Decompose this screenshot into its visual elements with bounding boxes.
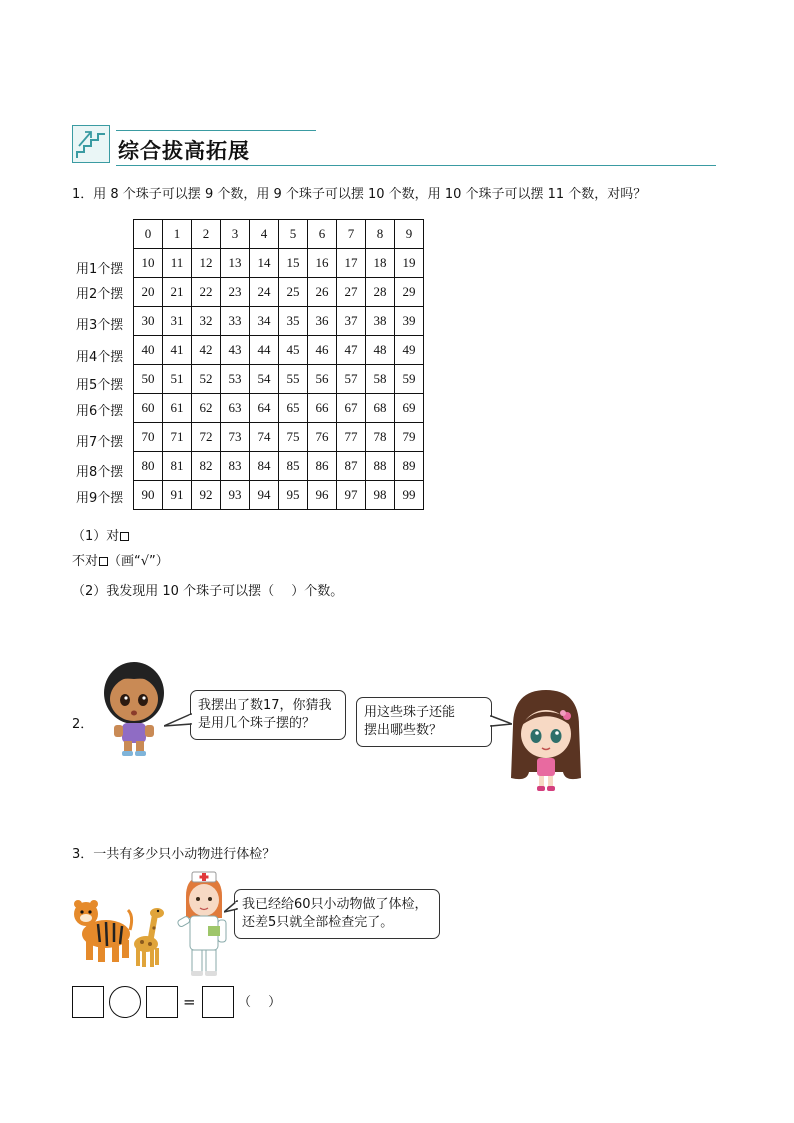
table-cell: 33 bbox=[221, 307, 250, 336]
table-cell: 8 bbox=[366, 220, 395, 249]
table-cell: 41 bbox=[163, 336, 192, 365]
girl-speech-bubble bbox=[356, 697, 492, 747]
table-cell: 3 bbox=[221, 220, 250, 249]
table-cell: 46 bbox=[308, 336, 337, 365]
table-cell: 22 bbox=[192, 278, 221, 307]
table-cell: 69 bbox=[395, 394, 424, 423]
table-cell: 63 bbox=[221, 394, 250, 423]
table-row bbox=[134, 481, 424, 510]
table-cell: 39 bbox=[395, 307, 424, 336]
nurse-bubble-tail bbox=[224, 900, 238, 916]
table-cell: 35 bbox=[279, 307, 308, 336]
table-cell: 86 bbox=[308, 452, 337, 481]
table-cell: 19 bbox=[395, 249, 424, 278]
table-cell: 90 bbox=[134, 481, 163, 510]
table-cell: 10 bbox=[134, 249, 163, 278]
table-cell: 94 bbox=[250, 481, 279, 510]
row-label: 用9个摆 bbox=[76, 491, 124, 506]
table-cell: 54 bbox=[250, 365, 279, 394]
table-cell: 67 bbox=[337, 394, 366, 423]
table-cell: 56 bbox=[308, 365, 337, 394]
table-cell: 15 bbox=[279, 249, 308, 278]
table-cell: 29 bbox=[395, 278, 424, 307]
nurse-bubble-line1: 我已经给60只小动物做了体检， bbox=[242, 897, 428, 912]
nurse-illustration bbox=[172, 870, 234, 978]
unit-parens[interactable]: （ ） bbox=[238, 995, 282, 1010]
row-label: 用1个摆 bbox=[76, 262, 124, 277]
table-cell: 72 bbox=[192, 423, 221, 452]
equation-box-1[interactable] bbox=[72, 986, 104, 1018]
table-cell: 77 bbox=[337, 423, 366, 452]
equation-operator-circle[interactable] bbox=[109, 986, 141, 1018]
q2-number: 2． bbox=[72, 717, 94, 732]
table-cell: 14 bbox=[250, 249, 279, 278]
table-cell: 71 bbox=[163, 423, 192, 452]
q3-prompt: 3．一共有多少只小动物进行体检？ bbox=[72, 847, 276, 862]
table-row bbox=[134, 423, 424, 452]
table-cell: 65 bbox=[279, 394, 308, 423]
q1-part1 bbox=[72, 528, 129, 546]
table-row bbox=[134, 307, 424, 336]
q1-part1-wrong: 不对 bbox=[72, 554, 99, 569]
table-cell: 58 bbox=[366, 365, 395, 394]
nurse-speech-bubble bbox=[234, 889, 440, 939]
table-cell: 0 bbox=[134, 220, 163, 249]
table-cell: 74 bbox=[250, 423, 279, 452]
table-cell: 70 bbox=[134, 423, 163, 452]
table-cell: 42 bbox=[192, 336, 221, 365]
table-cell: 27 bbox=[337, 278, 366, 307]
checkbox-right[interactable] bbox=[120, 532, 129, 541]
row-label: 用4个摆 bbox=[76, 350, 124, 365]
table-cell: 51 bbox=[163, 365, 192, 394]
table-cell: 64 bbox=[250, 394, 279, 423]
table-cell: 73 bbox=[221, 423, 250, 452]
table-cell: 25 bbox=[279, 278, 308, 307]
table-cell: 11 bbox=[163, 249, 192, 278]
table-cell: 1 bbox=[163, 220, 192, 249]
table-cell: 79 bbox=[395, 423, 424, 452]
equals-sign: = bbox=[183, 993, 196, 1011]
table-cell: 88 bbox=[366, 452, 395, 481]
table-cell: 87 bbox=[337, 452, 366, 481]
girl-illustration bbox=[505, 686, 587, 794]
header-top-rule bbox=[116, 130, 316, 131]
table-cell: 2 bbox=[192, 220, 221, 249]
girl-bubble-line1: 用这些珠子还能 bbox=[364, 705, 456, 720]
table-cell: 32 bbox=[192, 307, 221, 336]
table-cell: 28 bbox=[366, 278, 395, 307]
equation-result-box[interactable] bbox=[202, 986, 234, 1018]
table-cell: 26 bbox=[308, 278, 337, 307]
table-cell: 83 bbox=[221, 452, 250, 481]
table-cell: 7 bbox=[337, 220, 366, 249]
table-cell: 57 bbox=[337, 365, 366, 394]
boy-illustration bbox=[100, 655, 168, 757]
boy-speech-bubble bbox=[190, 690, 346, 740]
boy-bubble-line1: 我摆出了数17，你猜我 bbox=[198, 698, 332, 713]
table-cell: 61 bbox=[163, 394, 192, 423]
stairs-icon bbox=[72, 125, 110, 163]
table-cell: 17 bbox=[337, 249, 366, 278]
table-cell: 47 bbox=[337, 336, 366, 365]
header-underline bbox=[116, 165, 716, 166]
table-cell: 93 bbox=[221, 481, 250, 510]
table-row bbox=[134, 278, 424, 307]
row-label: 用3个摆 bbox=[76, 318, 124, 333]
row-label: 用6个摆 bbox=[76, 404, 124, 419]
table-cell: 40 bbox=[134, 336, 163, 365]
tiger-illustration bbox=[72, 896, 134, 964]
row-label: 用7个摆 bbox=[76, 435, 124, 450]
table-cell: 85 bbox=[279, 452, 308, 481]
table-row bbox=[134, 336, 424, 365]
table-cell: 37 bbox=[337, 307, 366, 336]
table-cell: 16 bbox=[308, 249, 337, 278]
table-cell: 59 bbox=[395, 365, 424, 394]
table-cell: 60 bbox=[134, 394, 163, 423]
table-cell: 98 bbox=[366, 481, 395, 510]
q1-part1-right: （1）对 bbox=[72, 529, 120, 544]
row-label: 用8个摆 bbox=[76, 465, 124, 480]
table-cell: 20 bbox=[134, 278, 163, 307]
giraffe-illustration bbox=[128, 906, 166, 968]
table-cell: 36 bbox=[308, 307, 337, 336]
table-cell: 91 bbox=[163, 481, 192, 510]
table-cell: 52 bbox=[192, 365, 221, 394]
table-cell: 96 bbox=[308, 481, 337, 510]
table-cell: 38 bbox=[366, 307, 395, 336]
bead-number-table bbox=[133, 219, 424, 510]
q1-part1-hint: （画“√”） bbox=[108, 554, 169, 569]
table-cell: 92 bbox=[192, 481, 221, 510]
q1-part2: （2）我发现用 10 个珠子可以摆（ ）个数。 bbox=[72, 584, 344, 599]
table-cell: 95 bbox=[279, 481, 308, 510]
table-cell: 34 bbox=[250, 307, 279, 336]
table-cell: 55 bbox=[279, 365, 308, 394]
table-cell: 78 bbox=[366, 423, 395, 452]
table-cell: 13 bbox=[221, 249, 250, 278]
table-cell: 97 bbox=[337, 481, 366, 510]
table-cell: 48 bbox=[366, 336, 395, 365]
row-label: 用2个摆 bbox=[76, 287, 124, 302]
table-cell: 53 bbox=[221, 365, 250, 394]
row-label: 用5个摆 bbox=[76, 378, 124, 393]
girl-bubble-line2: 摆出哪些数？ bbox=[364, 723, 443, 738]
equation-box-2[interactable] bbox=[146, 986, 178, 1018]
table-cell: 99 bbox=[395, 481, 424, 510]
table-cell: 45 bbox=[279, 336, 308, 365]
table-cell: 24 bbox=[250, 278, 279, 307]
nurse-bubble-line2: 还差5只就全部检查完了。 bbox=[242, 915, 394, 930]
section-header bbox=[72, 125, 716, 167]
boy-bubble-tail bbox=[164, 712, 192, 734]
table-cell: 82 bbox=[192, 452, 221, 481]
table-cell: 18 bbox=[366, 249, 395, 278]
boy-bubble-line2: 是用几个珠子摆的？ bbox=[198, 716, 316, 731]
table-cell: 4 bbox=[250, 220, 279, 249]
table-row bbox=[134, 394, 424, 423]
table-cell: 49 bbox=[395, 336, 424, 365]
table-cell: 89 bbox=[395, 452, 424, 481]
table-cell: 21 bbox=[163, 278, 192, 307]
table-cell: 68 bbox=[366, 394, 395, 423]
table-cell: 50 bbox=[134, 365, 163, 394]
table-cell: 31 bbox=[163, 307, 192, 336]
table-header-row bbox=[134, 220, 424, 249]
section-title: 综合拔高拓展 bbox=[118, 138, 250, 163]
table-cell: 6 bbox=[308, 220, 337, 249]
table-row bbox=[134, 249, 424, 278]
checkbox-wrong[interactable] bbox=[99, 557, 108, 566]
table-row bbox=[134, 365, 424, 394]
table-cell: 75 bbox=[279, 423, 308, 452]
table-cell: 76 bbox=[308, 423, 337, 452]
table-cell: 23 bbox=[221, 278, 250, 307]
table-cell: 66 bbox=[308, 394, 337, 423]
table-cell: 43 bbox=[221, 336, 250, 365]
table-row bbox=[134, 452, 424, 481]
table-cell: 30 bbox=[134, 307, 163, 336]
q1-prompt: 1．用 8 个珠子可以摆 9 个数，用 9 个珠子可以摆 10 个数，用 10 个珠子可以摆 11 个数，对吗？ bbox=[72, 187, 647, 202]
table-cell: 80 bbox=[134, 452, 163, 481]
table-cell: 5 bbox=[279, 220, 308, 249]
q1-part1-alt bbox=[72, 553, 169, 571]
table-cell: 12 bbox=[192, 249, 221, 278]
table-cell: 81 bbox=[163, 452, 192, 481]
table-cell: 62 bbox=[192, 394, 221, 423]
table-cell: 84 bbox=[250, 452, 279, 481]
table-cell: 44 bbox=[250, 336, 279, 365]
table-cell: 9 bbox=[395, 220, 424, 249]
